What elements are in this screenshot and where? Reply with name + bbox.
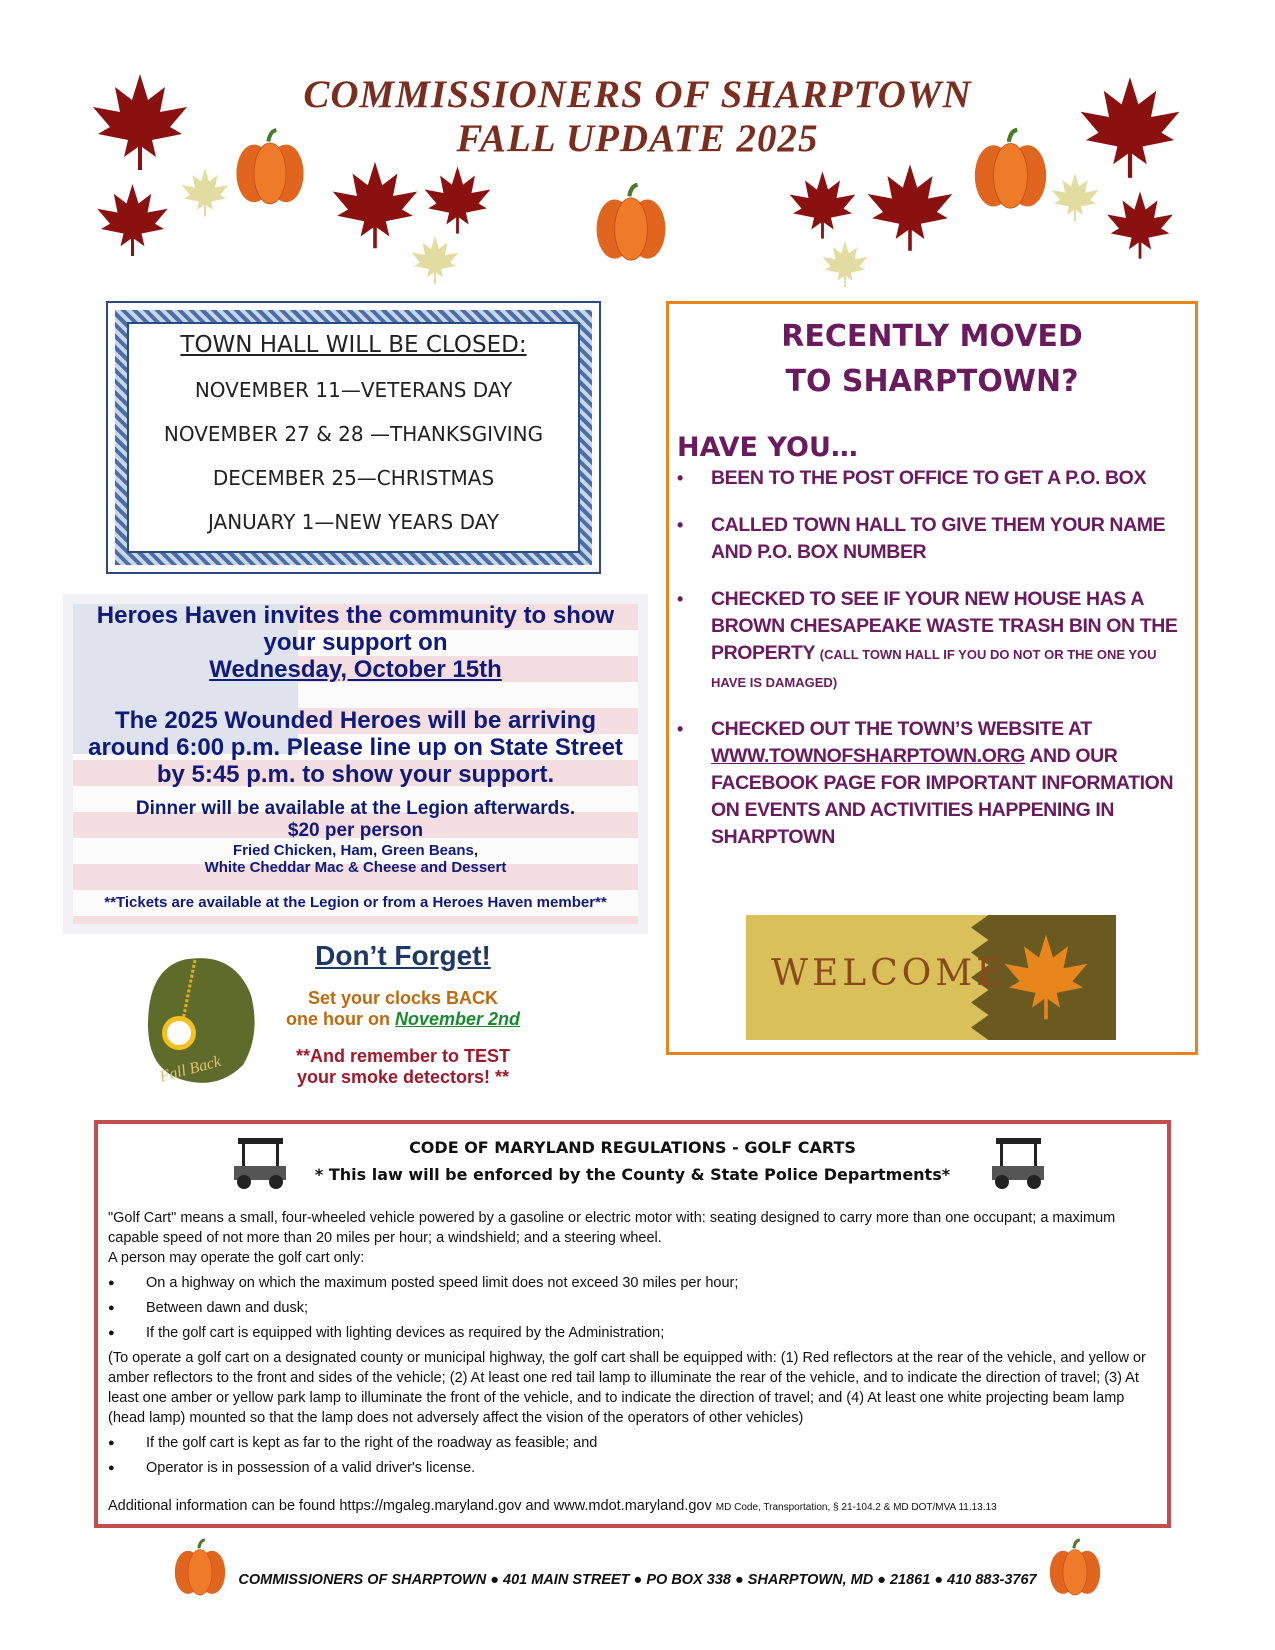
rule-item: ● If the golf cart is kept as far to the right of the roadway as feasible; and	[108, 1433, 1157, 1453]
rule-item: ● On a highway on which the maximum posted speed limit does not exceed 30 miles per hour;	[108, 1273, 1157, 1293]
equipment-requirements: (To operate a golf cart on a designated county or municipal highway, the golf cart shall be equipped with: (1) Red reflectors at the rear of the vehicle, and yellow or amber reflectors to the front and sides of the vehicle; (2) At least one red tail lamp to illuminate the rear of the vehicle, and to indicate the direction of travel; (3) At least one amber or yellow park lamp to illuminate the front of the vehicle, and to indicate the direction of travel; and (4) At least one white projecting beam lamp (head lamp) mounted so that the lamp does not adversely affect the vision of the operators of other vehicles)	[108, 1350, 1146, 1426]
page-subtitle: FALL UPDATE 2025	[456, 117, 819, 160]
heroes-date: Wednesday, October 15th	[209, 656, 502, 683]
additional-info: Additional information can be found	[108, 1498, 336, 1514]
golf-cart-icon	[986, 1136, 1051, 1191]
rule-item: ● Between dawn and dusk;	[108, 1298, 1157, 1318]
maple-leaf-icon	[180, 165, 230, 220]
golf-cart-regulations: CODE OF MARYLAND REGULATIONS - GOLF CARTS * This law will be enforced by the County & State Police Departments* "Golf Cart" means a small, four-wheeled vehicle powered by a gasoline or electric motor with: seating designed to carry more than one occupant; a maximum capable speed of not more than 20 miles per hour; a windshield; and a steering wheel. A person may operate the golf cart only: ● On a highway on which the maximum posted speed limit does not exceed 30 miles per hour; ● Between dawn and dusk; ● If the golf cart is equipped with lighting devices as required by the Administration; (To operate a golf cart on a designated county or municipal highway, the golf cart shall be equipped with: (1) Red reflectors at the rear of the vehicle, and yellow or amber reflectors to the front and sides of the vehicle; (2) At least one red tail lamp to illuminate the rear of the vehicle, and to indicate the direction of travel; (3) At least one amber or yellow park lamp to illuminate the front of the vehicle, and to indicate the direction of travel; and (4) At least one white projecting beam lamp (head lamp) mounted so that the lamp does not adversely affect the vision of the operators of other vehicles) ● If the golf cart is kept as far to the right of the roadway as feasible; and ● Operator is in possession of a valid driver's license. Additional information can be found https://mgaleg.maryland.gov and www.mdot.maryland.gov MD Code, Transportation, § 21-104.2 & MD DOT/MVA 11.13.13	[94, 1120, 1171, 1528]
closure-item: NOVEMBER 27 & 28 —THANKSGIVING	[163, 422, 544, 446]
maple-leaf-icon	[785, 170, 860, 240]
fall-back-label: Fall Back	[157, 1053, 223, 1086]
checklist-item: • BEEN TO THE POST OFFICE TO GET A P.O. BOX	[677, 465, 1189, 492]
smoke-detector-reminder: **And remember to TEST your smoke detectors! **	[295, 1046, 511, 1087]
closure-item: NOVEMBER 11—VETERANS DAY	[194, 378, 513, 402]
menu-line: Fried Chicken, Ham, Green Beans,	[232, 842, 479, 859]
maple-leaf-icon	[330, 150, 420, 260]
closure-item: DECEMBER 25—CHRISTMAS	[212, 466, 495, 490]
heroes-haven-notice	[63, 594, 648, 934]
welcome-text: WELCOME	[771, 953, 1007, 994]
golf-cart-icon	[228, 1136, 293, 1191]
checklist-item: • CHECKED TO SEE IF YOUR NEW HOUSE HAS A BROWN CHESAPEAKE WASTE TRASH BIN ON THE PROPERTY (CALL TOWN HALL IF YOU DO NOT OR THE ONE YOU HAVE IS DAMAGED)	[677, 586, 1189, 696]
mdot-link[interactable]: www.mdot.maryland.gov	[553, 1498, 712, 1514]
welcome-banner	[746, 915, 1116, 1040]
maple-leaf-icon	[95, 180, 170, 260]
moved-title: TO SHARPTOWN?	[785, 364, 1079, 399]
maple-leaf-icon	[820, 240, 870, 288]
rule-item: ● If the golf cart is equipped with lighting devices as required by the Administration;	[108, 1323, 1157, 1343]
closure-item: JANUARY 1—NEW YEARS DAY	[207, 510, 500, 534]
tickets-info: **Tickets are available at the Legion or from a Heroes Haven member**	[104, 894, 607, 911]
golf-definition: "Golf Cart" means a small, four-wheeled vehicle powered by a gasoline or electric motor with: seating designed to carry more than one occupant; a maximum capable speed of not more than 20 miles per hour; a windshield; and a steering wheel.	[108, 1210, 1116, 1246]
pumpkin-icon	[170, 1535, 230, 1600]
moved-title: RECENTLY MOVED	[781, 319, 1083, 354]
heroes-arrival: The 2025 Wounded Heroes will be arriving around 6:00 p.m. Please line up on State Street by 5:45 p.m. to show your support.	[88, 707, 623, 788]
pumpkin-icon	[1045, 1535, 1105, 1600]
golf-intro: A person may operate the golf cart only:	[108, 1250, 365, 1266]
golf-subtitle: * This law will be enforced by the County & State Police Departments*	[314, 1165, 951, 1184]
clocks-line: Set your clocks BACK	[307, 988, 499, 1008]
maple-leaf-icon	[420, 165, 495, 235]
closures-heading: TOWN HALL WILL BE CLOSED:	[180, 332, 527, 358]
maple-leaf-icon	[865, 150, 955, 265]
fall-back-clock-icon	[143, 955, 258, 1087]
maple-leaf-icon	[996, 933, 1096, 1021]
heroes-invite: Heroes Haven invites the community to show your support on	[96, 602, 615, 656]
rule-item: ● Operator is in possession of a valid driver's license.	[108, 1458, 1157, 1478]
clocks-date: November 2nd	[394, 1009, 521, 1029]
page-title: COMMISSIONERS OF SHARPTOWN	[303, 73, 972, 116]
footer-contact: COMMISSIONERS OF SHARPTOWN ● 401 MAIN STREET ● PO BOX 338 ● SHARPTOWN, MD ● 21861 ● 410 883-3767	[238, 1572, 1037, 1588]
checklist-item: • CHECKED OUT THE TOWN’S WEBSITE AT WWW.TOWNOFSHARPTOWN.ORG AND OUR FACEBOOK PAGE FOR IMPORTANT INFORMATION ON EVENTS AND ACTIVITIES HAPPENING IN SHARPTOWN	[677, 716, 1189, 851]
website-link[interactable]: WWW.TOWNOFSHARPTOWN.ORG	[711, 745, 1025, 767]
clocks-line: one hour on	[285, 1009, 390, 1029]
maple-leaf-icon	[1105, 185, 1175, 265]
legal-citation: MD Code, Transportation, § 21-104.2 & MD DOT/MVA 11.13.13	[715, 1502, 997, 1513]
dont-forget-title: Don’t Forget!	[315, 940, 491, 971]
menu-line: White Cheddar Mac & Cheese and Dessert	[204, 859, 507, 876]
pumpkin-icon	[590, 180, 672, 265]
checklist-item: • CALLED TOWN HALL TO GIVE THEM YOUR NAME AND P.O. BOX NUMBER	[677, 512, 1189, 566]
dont-forget-section	[283, 940, 523, 1088]
mgaleg-link[interactable]: https://mgaleg.maryland.gov	[339, 1498, 522, 1514]
have-you-heading: HAVE YOU…	[677, 432, 858, 463]
maple-leaf-icon	[410, 235, 460, 285]
trash-bin-note: (CALL TOWN HALL IF YOU DO NOT OR THE ONE YOU HAVE IS DAMAGED)	[711, 647, 1157, 690]
dinner-info: Dinner will be available at the Legion afterwards.	[135, 798, 576, 819]
golf-title: CODE OF MARYLAND REGULATIONS - GOLF CARTS	[409, 1138, 856, 1157]
town-hall-closures	[106, 301, 601, 574]
dinner-price: $20 per person	[287, 820, 424, 841]
